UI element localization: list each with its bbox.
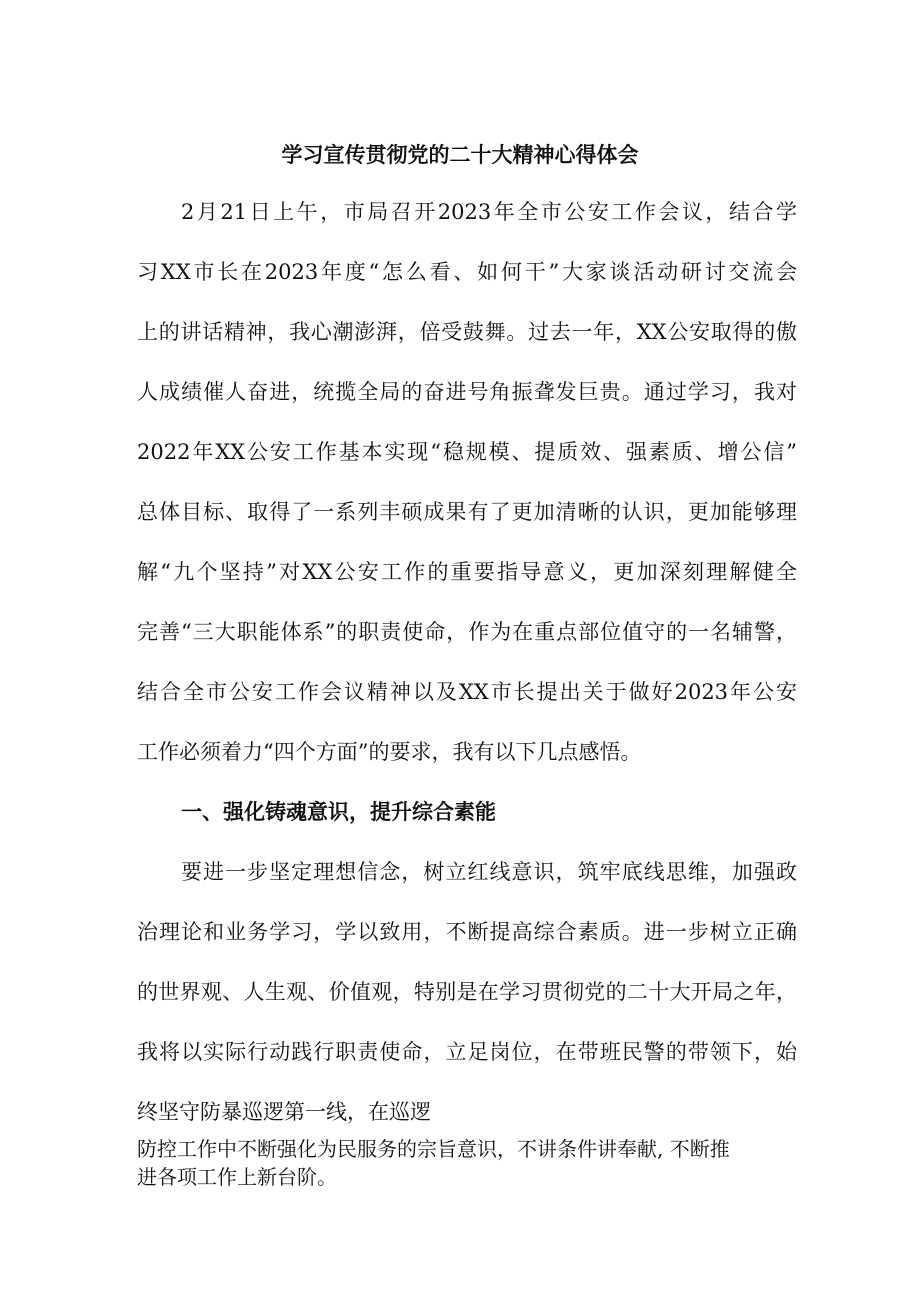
paragraph-1-line-8: 完善“三大职能体系”的职责使命，作为在重点部位值守的一名辅警， bbox=[137, 620, 797, 644]
document-title: 学习宣传贯彻党的二十大精神心得体会 bbox=[281, 143, 639, 167]
paragraph-1-line-3: 上的讲话精神，我心潮澎湃，倍受鼓舞。过去一年，XX公安取得的傲 bbox=[137, 320, 797, 344]
paragraph-2-line-3: 的世界观、人生观、价值观，特别是在学习贯彻党的二十大开局之年， bbox=[137, 980, 797, 1004]
paragraph-1-line-6: 总体目标、取得了一系列丰硕成果有了更加清晰的认识，更加能够理 bbox=[137, 500, 797, 524]
paragraph-1-line-1: 2月21日上午，市局召开2023年全市公安工作会议，结合学 bbox=[181, 200, 797, 224]
paragraph-1-line-4: 人成绩催人奋进，统揽全局的奋进号角振聋发巨贵。通过学习，我对 bbox=[137, 380, 797, 404]
paragraph-1-line-10: 工作必须着力“四个方面”的要求，我有以下几点感悟。 bbox=[137, 740, 642, 764]
section-1-heading: 一、强化铸魂意识，提升综合素能 bbox=[181, 800, 496, 824]
paragraph-2-line-2: 治理论和业务学习，学以致用，不断提高综合素质。进一步树立正确 bbox=[137, 920, 797, 944]
paragraph-2-line-4: 我将以实际行动践行职责使命，立足岗位，在带班民警的带领下，始 bbox=[137, 1040, 797, 1064]
paragraph-1-line-2: 习XX市长在2023年度“怎么看、如何干”大家谈活动研讨交流会 bbox=[137, 260, 797, 284]
paragraph-2-tail-line-2: 进各项工作上新台阶。 bbox=[137, 1165, 337, 1189]
paragraph-1-line-9: 结合全市公安工作会议精神以及XX市长提出关于做好2023年公安 bbox=[137, 680, 797, 704]
paragraph-2-line-1: 要进一步坚定理想信念，树立红线意识，筑牢底线思维，加强政 bbox=[181, 860, 797, 884]
paragraph-1-line-5: 2022年XX公安工作基本实现“稳规模、提质效、强素质、增公信” bbox=[137, 440, 797, 464]
paragraph-2-tail-line-1: 防控工作中不断强化为民服务的宗旨意识，不讲条件讲奉献, 不断推 bbox=[137, 1137, 730, 1161]
paragraph-2-line-5: 终坚守防暴巡逻第一线，在巡逻 bbox=[137, 1100, 431, 1124]
paragraph-1-line-7: 解“九个坚持”对XX公安工作的重要指导意义，更加深刻理解健全 bbox=[137, 560, 797, 584]
